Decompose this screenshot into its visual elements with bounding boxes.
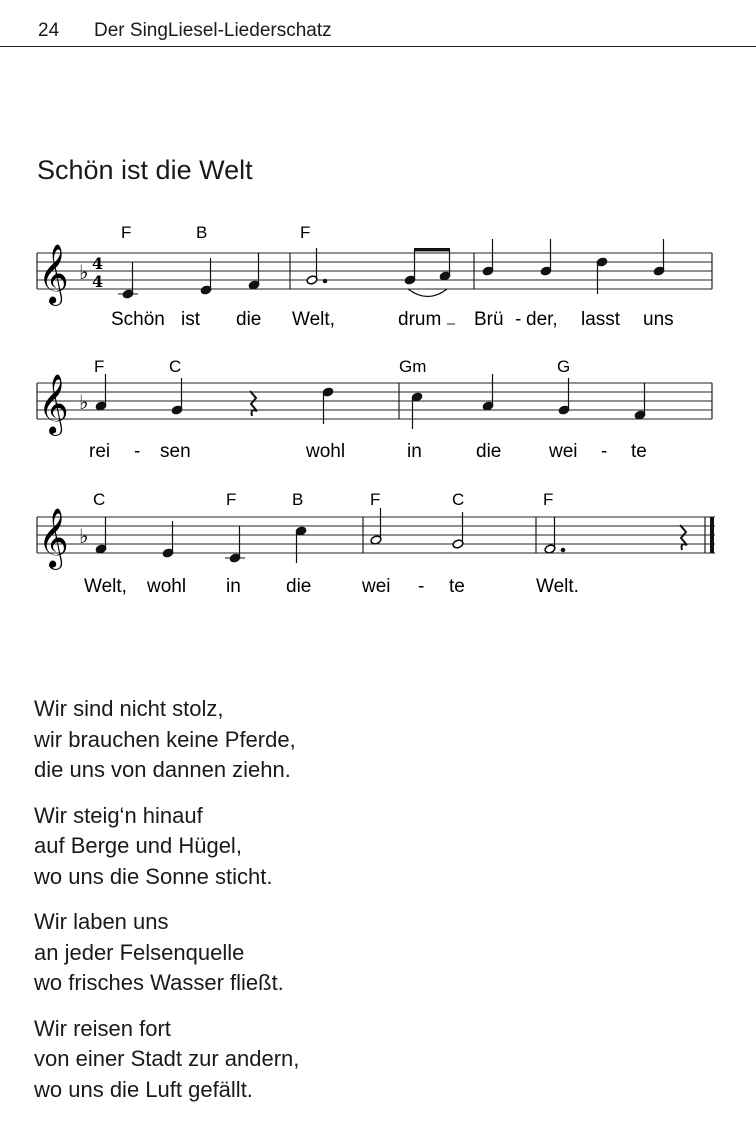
chord-symbol: C [169, 357, 182, 376]
lyric-syllable: Welt, [292, 309, 335, 330]
chord-symbol: F [543, 490, 554, 509]
lyric-syllable: in [226, 576, 241, 597]
chord-symbols [94, 357, 570, 376]
lyric-syllable: te [449, 576, 465, 597]
lyric-syllable: - [515, 309, 522, 330]
notes [95, 508, 687, 563]
book-title: Der SingLiesel-Liederschatz [94, 20, 332, 41]
notation-system-3 [37, 490, 715, 597]
quarter-rest [250, 391, 257, 416]
treble-clef: 𝄞 [38, 374, 69, 434]
notes [118, 239, 665, 299]
stanza [34, 1014, 299, 1106]
lyric-syllable: die [286, 576, 312, 597]
lyrics [84, 576, 579, 597]
lyric-syllable: wohl [306, 441, 346, 462]
stanza-list [34, 694, 299, 1120]
notation-system-2 [37, 357, 712, 462]
lyric-syllable: in [407, 441, 422, 462]
lyric-syllable: der, [526, 309, 558, 330]
chord-symbol: Gm [399, 357, 427, 376]
staff-lines [37, 383, 712, 419]
lyric-syllable: rei [89, 441, 111, 462]
stanza-line: von einer Stadt zur andern, [34, 1046, 300, 1071]
lyric-syllable: uns [643, 309, 674, 330]
chord-symbol: F [300, 223, 311, 242]
page-number: 24 [38, 20, 60, 41]
stanza-line: wo uns die Sonne sticht. [34, 863, 273, 889]
flat-key-signature: ♭ [79, 390, 89, 414]
lyric-syllable: wohl [147, 576, 187, 597]
lyric-syllable: - [418, 576, 425, 597]
chord-symbols [121, 223, 310, 242]
stanza [34, 801, 299, 893]
stanza-line: Wir laben uns [34, 909, 169, 934]
quarter-rest [680, 525, 687, 550]
lyric-syllable: lasst [581, 309, 621, 330]
lyric-syllable: Welt, [84, 576, 127, 597]
lyric-syllable: Brü [474, 309, 504, 330]
chord-symbol: F [370, 490, 381, 509]
chord-symbol: F [226, 490, 237, 509]
stanza [34, 907, 299, 999]
lyric-syllable: - [601, 441, 608, 462]
staff-lines [37, 517, 715, 553]
chord-symbol: F [94, 357, 105, 376]
stanza-line: an jeder Felsenquelle [34, 939, 245, 965]
treble-clef: 𝄞 [38, 508, 69, 568]
stanza-line: wo frisches Wasser fließt. [34, 970, 284, 995]
lyric-syllable: drum [398, 309, 442, 330]
lyric-syllable: Welt. [536, 576, 579, 597]
lyric-syllable: ist [181, 309, 200, 330]
chord-symbol: C [93, 490, 106, 509]
lyric-syllable: wei [549, 441, 578, 462]
stanza-line: Wir steig‘n hinauf [34, 802, 203, 828]
lyrics [89, 441, 647, 462]
stanza-line: auf Berge und Hügel, [34, 833, 242, 858]
flat-key-signature: ♭ [79, 524, 89, 548]
chord-symbol: B [196, 223, 208, 242]
stanza-line: Wir reisen fort [34, 1015, 171, 1041]
lyric-syllable: die [476, 441, 502, 462]
stanza-line: wo uns die Luft gefällt. [34, 1076, 253, 1102]
time-signature: 4 [92, 254, 104, 273]
lyric-syllable: - [134, 441, 141, 462]
chord-symbols [93, 490, 553, 509]
flat-key-signature: ♭ [79, 260, 89, 284]
final-barline [710, 517, 714, 553]
stanza-line: die uns von dannen ziehn. [34, 757, 291, 782]
lyric-syllable: die [236, 309, 262, 330]
svg-text:4: 4 [92, 272, 104, 291]
stanza-line: wir brauchen keine Pferde, [34, 726, 296, 752]
lyric-syllable: te [631, 441, 647, 462]
lyric-syllable: Schön [111, 309, 165, 330]
lyric-syllable: wei [362, 576, 391, 597]
chord-symbol: C [452, 490, 465, 509]
chord-symbol: F [121, 223, 132, 242]
song-title: Schön ist die Welt [37, 155, 253, 185]
staff-lines [37, 253, 712, 289]
stanza-line: Wir sind nicht stolz, [34, 696, 224, 721]
treble-clef: 𝄞 [38, 244, 69, 304]
lyric-syllable: sen [160, 441, 191, 462]
chord-symbol: B [292, 490, 304, 509]
stanza [34, 694, 299, 786]
notation-system-1 [37, 223, 712, 330]
chord-symbol: G [557, 357, 571, 376]
lyrics [111, 309, 674, 330]
